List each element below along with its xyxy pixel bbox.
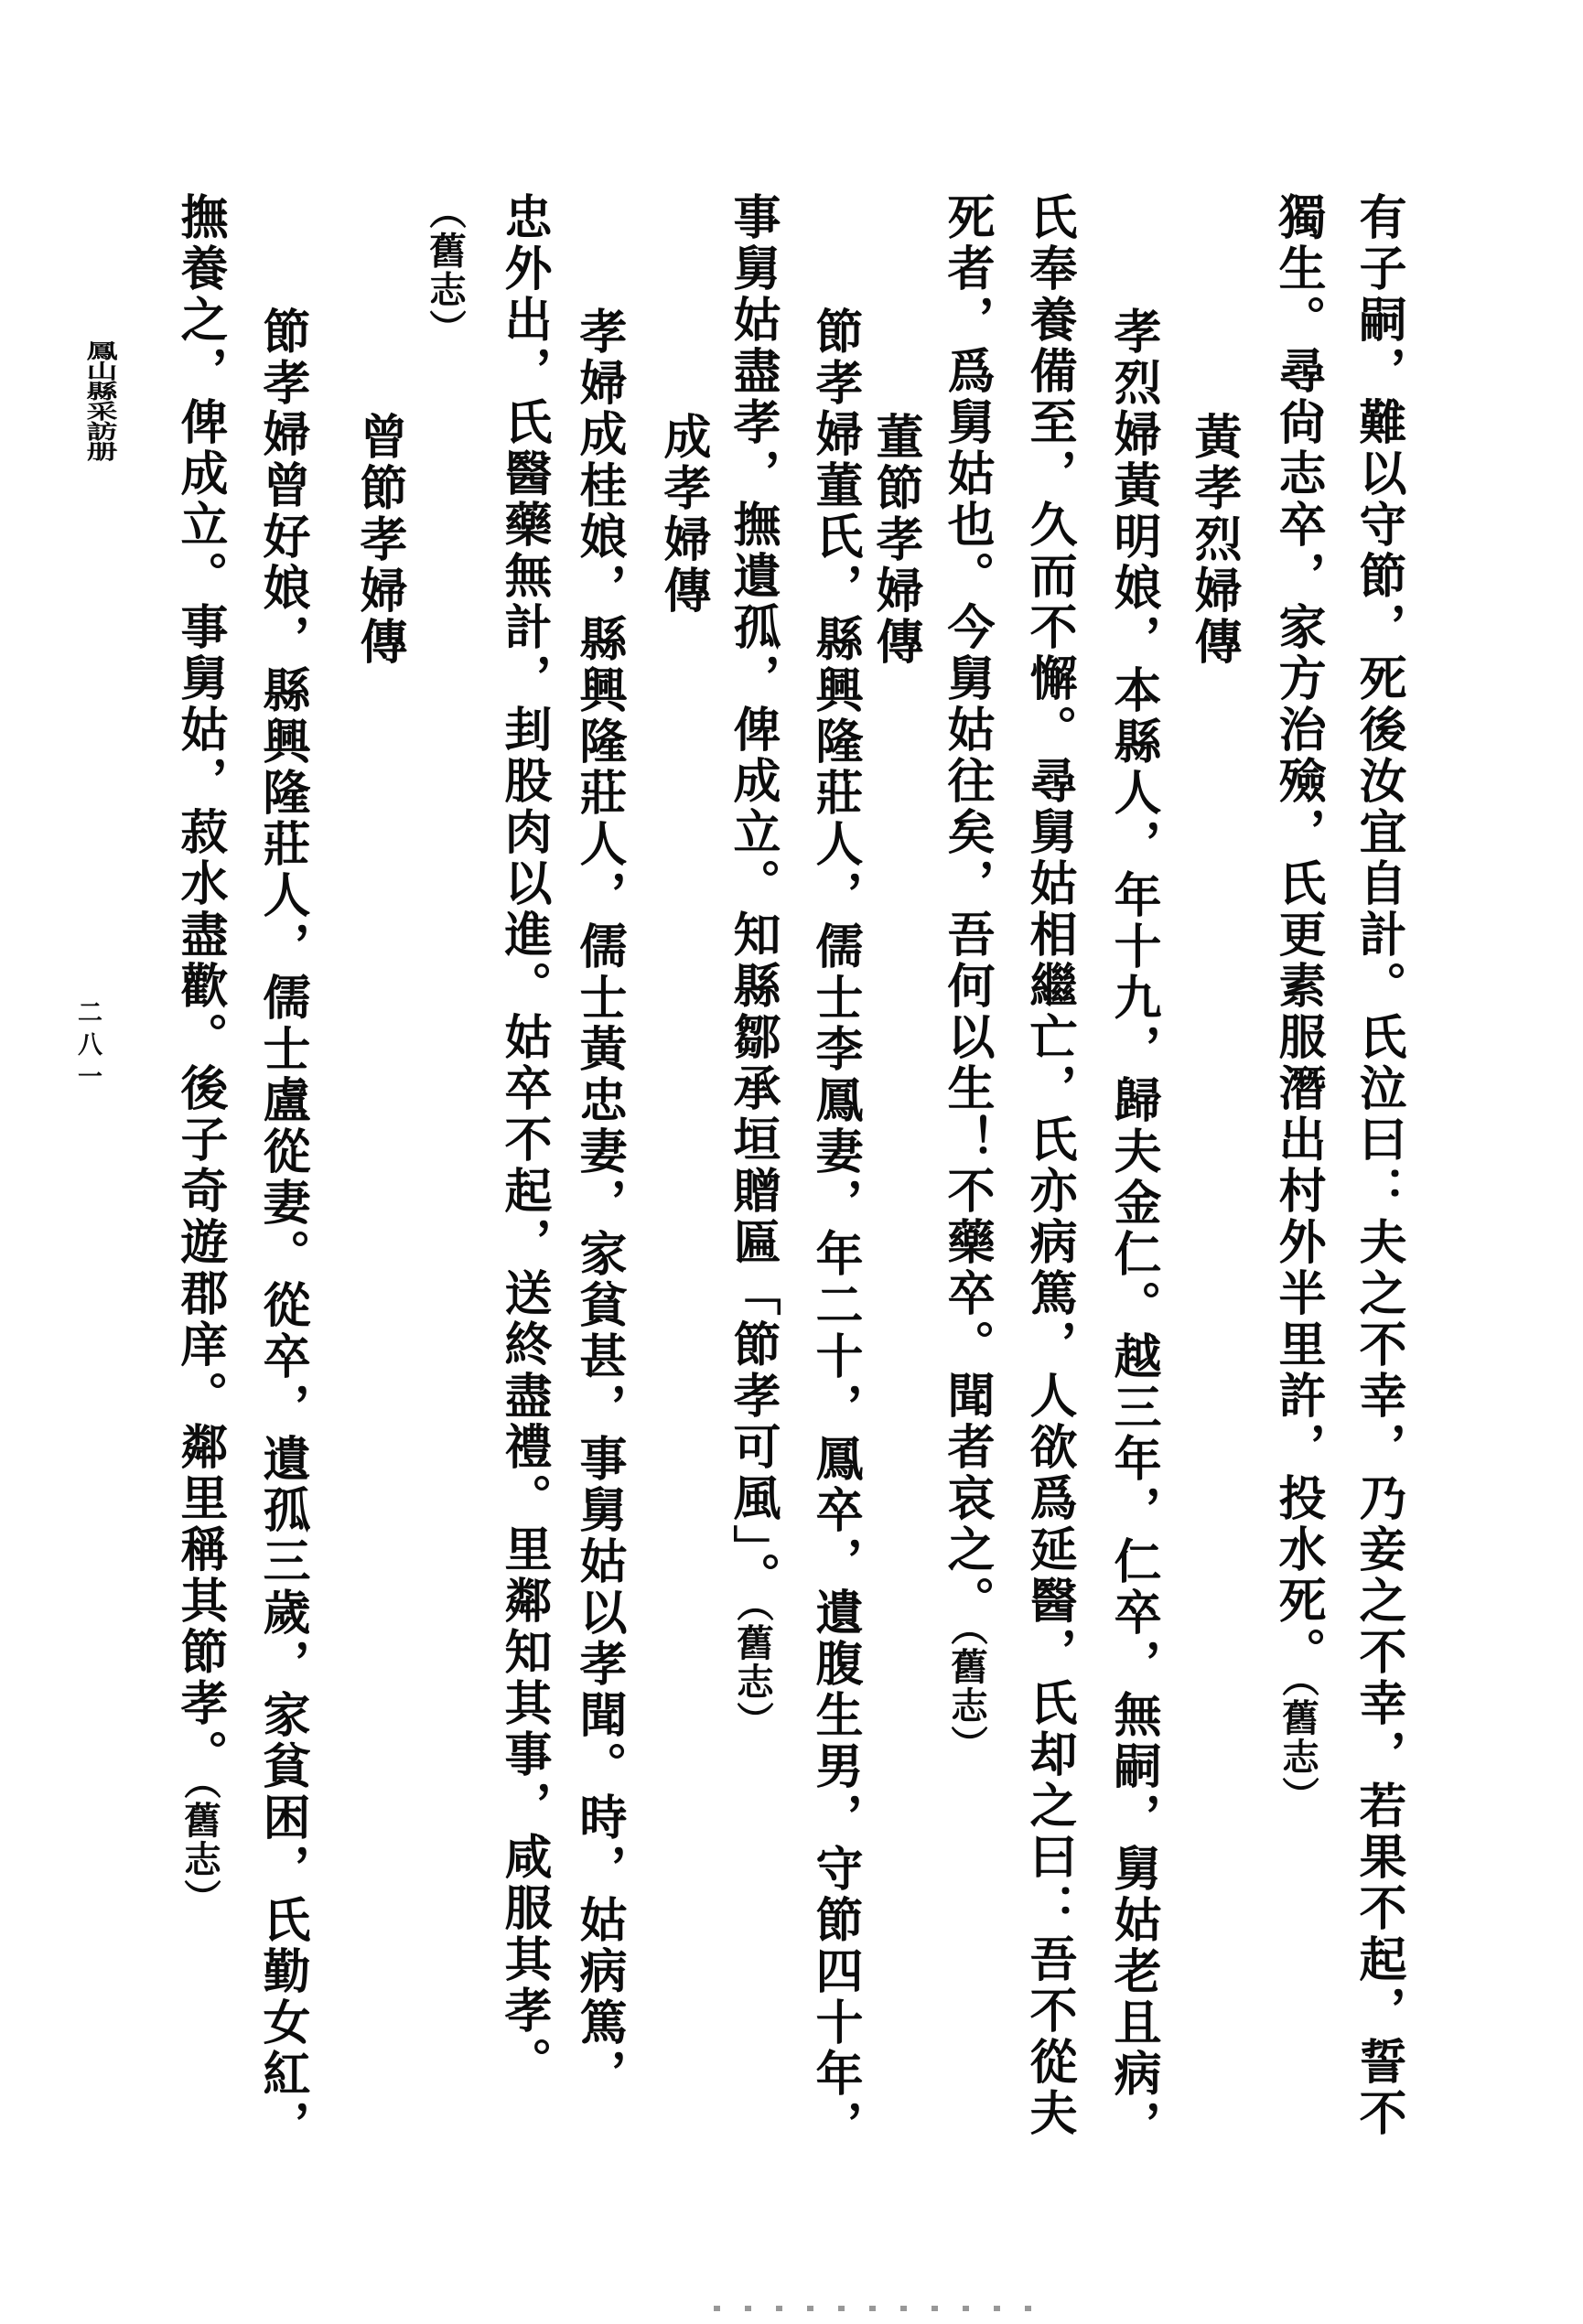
text-column: 事舅姑盡孝，撫遺孤，俾成立。知縣鄒承垣贈匾「節孝可風」。（舊志）: [725, 192, 781, 1740]
source-note: （舊志）: [730, 1603, 774, 1740]
text-column: 氏奉養備至，久而不懈。尋舅姑相繼亡，氏亦病篤，人欲爲延醫，氏却之曰：吾不從夫: [1021, 192, 1077, 2139]
text-column: 獨生。尋尙志卒，家方治殮，氏更素服潛出村外半里許，投水死。（舊志）: [1270, 192, 1326, 1815]
section-heading: 董節孝婦傳: [867, 412, 923, 668]
text-column: 節孝婦曾好娘，縣興隆莊人，儒士盧從妻。從卒，遺孤三歲，家貧困，氏勤女紅，: [254, 307, 310, 2151]
source-note: （舊志）: [944, 1627, 988, 1764]
text-column: 死者，爲舅姑也。今舅姑往矣，吾何以生！不藥卒。聞者哀之。（舊志）: [939, 192, 995, 1764]
section-heading: 曾節孝婦傳: [351, 412, 407, 668]
text-column: 忠外出，氏醫藥無計，刲股肉以進。姑卒不起，送終盡禮。里鄰知其事，咸服其孝。: [496, 192, 552, 2088]
text-column: 孝婦成桂娘，縣興隆莊人，儒士黃忠妻，家貧甚，事舅姑以孝聞。時，姑病篤，: [571, 307, 627, 2100]
section-heading: 黃孝烈婦傳: [1186, 412, 1242, 668]
text-column: [421, 192, 468, 348]
section-heading: 成孝婦傳: [655, 412, 711, 617]
scan-artifact: [714, 2306, 1052, 2311]
text-column: 節孝婦董氏，縣興隆莊人，儒士李鳳妻，年二十，鳳卒，遺腹生男，守節四十年，: [807, 307, 863, 2151]
source-note: （舊志）: [423, 192, 467, 349]
text-column: 孝烈婦黃明娘，本縣人，年十九，歸夫金仁。越三年，仁卒，無嗣，舅姑老且病，: [1105, 307, 1161, 2151]
source-note: （舊志）: [1276, 1678, 1319, 1815]
text-column: 有子嗣，難以守節，死後汝宜自計。氏泣曰：夫之不幸，乃妾之不幸，若果不起，誓不: [1351, 192, 1406, 2139]
page-number: 二八一: [73, 999, 102, 1095]
book-spine-title: 鳳山縣采訪册: [81, 340, 119, 461]
source-note: （舊志）: [178, 1781, 221, 1918]
text-column: 撫養之，俾成立。事舅姑，菽水盡歡。後子奇遊郡庠。鄰里稱其節孝。（舊志）: [172, 192, 228, 1918]
